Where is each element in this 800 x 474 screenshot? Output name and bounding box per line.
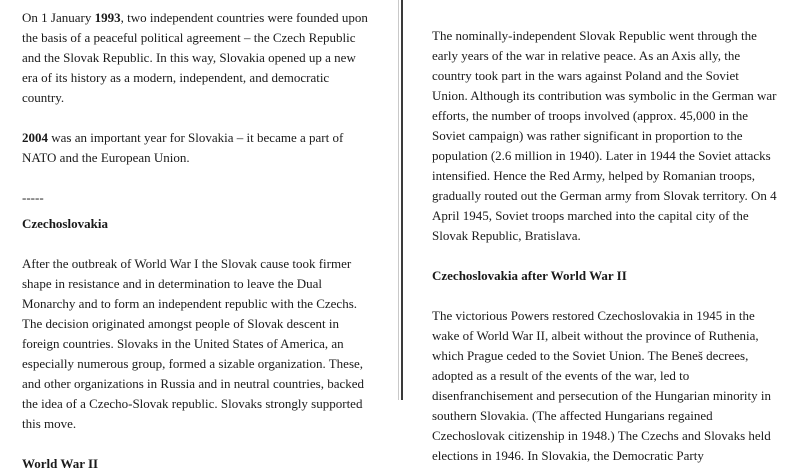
bold-year-1993: 1993	[94, 10, 121, 25]
page-divider	[398, 0, 399, 400]
paragraph-world-war-one: After the outbreak of World War I the Slovak cause took firmer shape in resistance and in determination to leave the Dual Monarchy and to form an independent republic with the Czechs. The decision originated amongst people of Slovak descent in foreign countries. Slovaks in the United States of America, an especially numerous group, formed a sizable organization. These, and other organizations in Russia and in neutral countries, backed the idea of a Czecho-Slovak republic. Slovaks strongly supported this move.	[22, 256, 364, 431]
heading-world-war-two: World War II	[22, 456, 99, 471]
text-run: , two independent countries were founded upon the basis of a peaceful political agreement – the Czech Republic and the Slovak Republic. In this way, Slovakia opened up a new era of its history as a modern, independent, and democratic country.	[22, 10, 368, 105]
page-divider-shadow	[401, 0, 403, 400]
heading-czechoslovakia-after-ww2: Czechoslovakia after World War II	[432, 268, 627, 283]
separator-line: -----	[22, 190, 44, 205]
text-run: On 1 January	[22, 10, 95, 25]
paragraph-nato-eu	[22, 128, 372, 168]
paragraph-restoration: The victorious Powers restored Czechoslovakia in 1945 in the wake of World War II, albeit without the province of Ruthenia, which Prague ceded to the Soviet Union. The Beneš decrees, adopted as a result of the events of the war, led to disenfranchisement and persecution of the Hungarian minority in southern Slovakia. (The affected Hungarians regained Czechoslovak citizenship in 1948.) The Czechs and Slovaks held elections in 1946. In Slovakia, the Democratic Party	[432, 308, 771, 463]
document-page-left	[0, 0, 396, 471]
paragraph-independence	[22, 8, 372, 108]
paragraph-slovak-republic-war: The nominally-independent Slovak Republic went through the early years of the war in relative peace. As an Axis ally, the country took part in the wars against Poland and the Soviet Union. Although its contribution was symbolic in the German war efforts, the number of troops involved (approx. 45,000 in the Soviet campaign) was rather significant in proportion to the population (2.6 million in 1940). Later in 1944 the Soviet attacks intensified. Hence the Red Army, helped by Romanian troops, gradually routed out the German army from Slovak territory. On 4 April 1945, Soviet troops marched into the capital city of the Slovak Republic, Bratislava.	[432, 28, 777, 243]
heading-czechoslovakia: Czechoslovakia	[22, 216, 108, 231]
bold-year-2004: 2004	[22, 130, 48, 145]
text-run: was an important year for Slovakia – it became a part of NATO and the European Union.	[22, 130, 344, 165]
document-page-right	[404, 0, 800, 463]
